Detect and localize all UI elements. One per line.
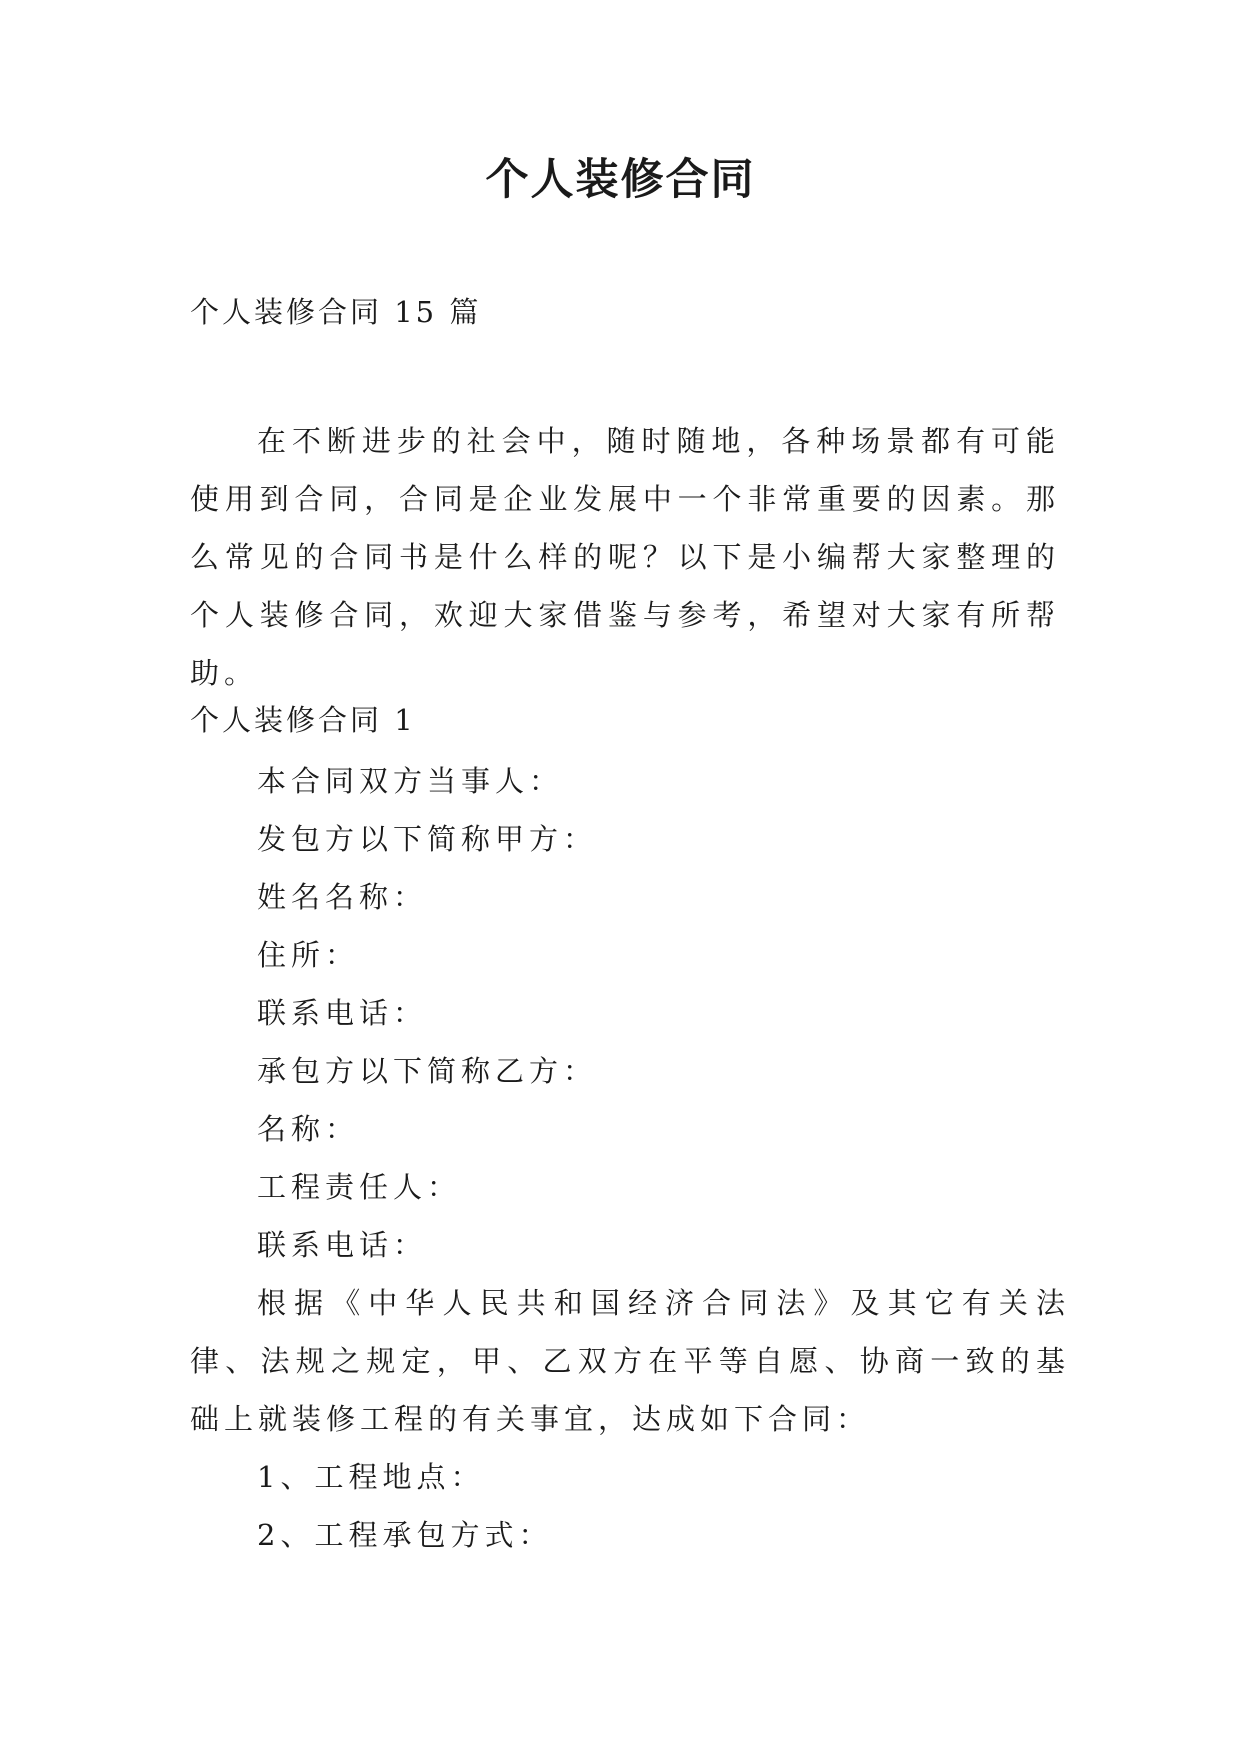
document-title: 个人装修合同 [485,155,756,205]
party-line-4: 住所： [257,938,360,972]
party-line-8: 工程责任人： [257,1170,462,1204]
party-line-1: 本合同双方当事人： [257,764,564,798]
document-subtitle: 个人装修合同 15 篇 [190,295,482,329]
party-line-2: 发包方以下简称甲方： [257,822,598,856]
section-heading: 个人装修合同 1 [190,703,416,737]
party-line-6: 承包方以下简称乙方： [257,1054,598,1088]
basis-paragraph: 根据《中华人民共和国经济合同法》及其它有关法律、法规之规定，甲、乙双方在平等自愿、协商一致的基础上就装修工程的有关事宜，达成如下合同： [190,1286,1070,1436]
party-line-3: 姓名名称： [257,880,428,914]
party-line-9: 联系电话： [257,1228,428,1262]
party-info-list [190,752,1070,1274]
clause-2: 2、工程承包方式： [257,1518,553,1552]
clause-list [190,1448,1070,1564]
intro-paragraph: 在不断进步的社会中，随时随地，各种场景都有可能使用到合同，合同是企业发展中一个非常重要的因素。那么常见的合同书是什么样的呢？以下是小编帮大家整理的个人装修合同，欢迎大家借鉴与参考，希望对大家有所帮助。 [190,424,1060,690]
party-line-5: 联系电话： [257,996,428,1030]
party-line-7: 名称： [257,1112,360,1146]
clause-1: 1、工程地点： [257,1460,485,1494]
